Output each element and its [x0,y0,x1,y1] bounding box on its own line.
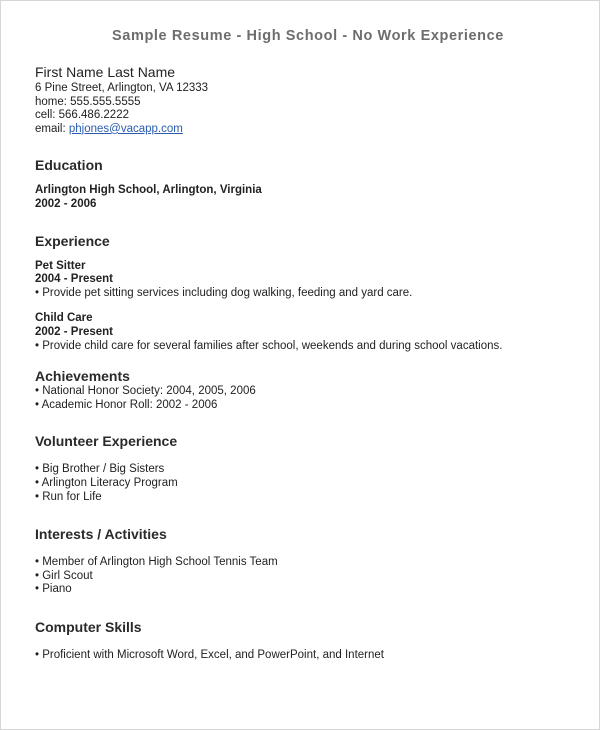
job-title: Child Care [35,312,93,325]
document-title: Sample Resume - High School - No Work Experience [112,28,504,44]
volunteer-heading: Volunteer Experience [35,433,178,450]
contact-email-line [35,123,591,137]
interests-heading: Interests / Activities [35,526,167,543]
skills-heading: Computer Skills [35,618,142,635]
education-school: Arlington High School, Arlington, Virginia [35,184,262,197]
education-years: 2002 - 2006 [35,197,97,210]
job-dates: 2002 - Present [35,325,113,338]
achievement-item: • Academic Honor Roll: 2002 - 2006 [35,398,218,411]
interests-section [35,526,591,597]
education-heading: Education [35,157,103,174]
contact-cell-phone: cell: 566.486.2222 [35,109,129,122]
volunteer-item: • Arlington Literacy Program [35,476,178,489]
volunteer-item: • Run for Life [35,490,102,503]
experience-heading: Experience [35,232,110,249]
education-section [35,157,591,211]
achievement-item: • National Honor Society: 2004, 2005, 2006 [35,385,256,398]
achievements-section [35,368,591,412]
job-entry [35,312,591,353]
resume-body [35,64,591,662]
experience-section [35,233,591,354]
interest-item: • Piano [35,583,72,596]
job-dates: 2004 - Present [35,273,113,286]
job-description: • Provide pet sitting services including dog walking, feeding and yard care. [35,286,413,299]
skills-section [35,619,591,663]
job-entry [35,260,591,301]
job-title: Pet Sitter [35,259,86,272]
achievements-heading: Achievements [35,368,130,385]
email-link[interactable]: phjones@vacapp.com [68,122,183,135]
contact-home-phone: home: 555.555.5555 [35,95,141,108]
interest-item: • Girl Scout [35,569,93,582]
interest-item: • Member of Arlington High School Tennis Team [35,556,278,569]
applicant-name: First Name Last Name [35,64,176,80]
volunteer-section [35,433,591,504]
volunteer-item: • Big Brother / Big Sisters [35,463,165,476]
contact-address: 6 Pine Street, Arlington, VA 12333 [35,82,209,94]
contact-block [35,64,591,136]
job-description: • Provide child care for several families after school, weekends and during school vacations. [35,339,503,352]
skill-item: • Proficient with Microsoft Word, Excel, and PowerPoint, and Internet [35,648,384,661]
email-label: email: [35,122,69,135]
